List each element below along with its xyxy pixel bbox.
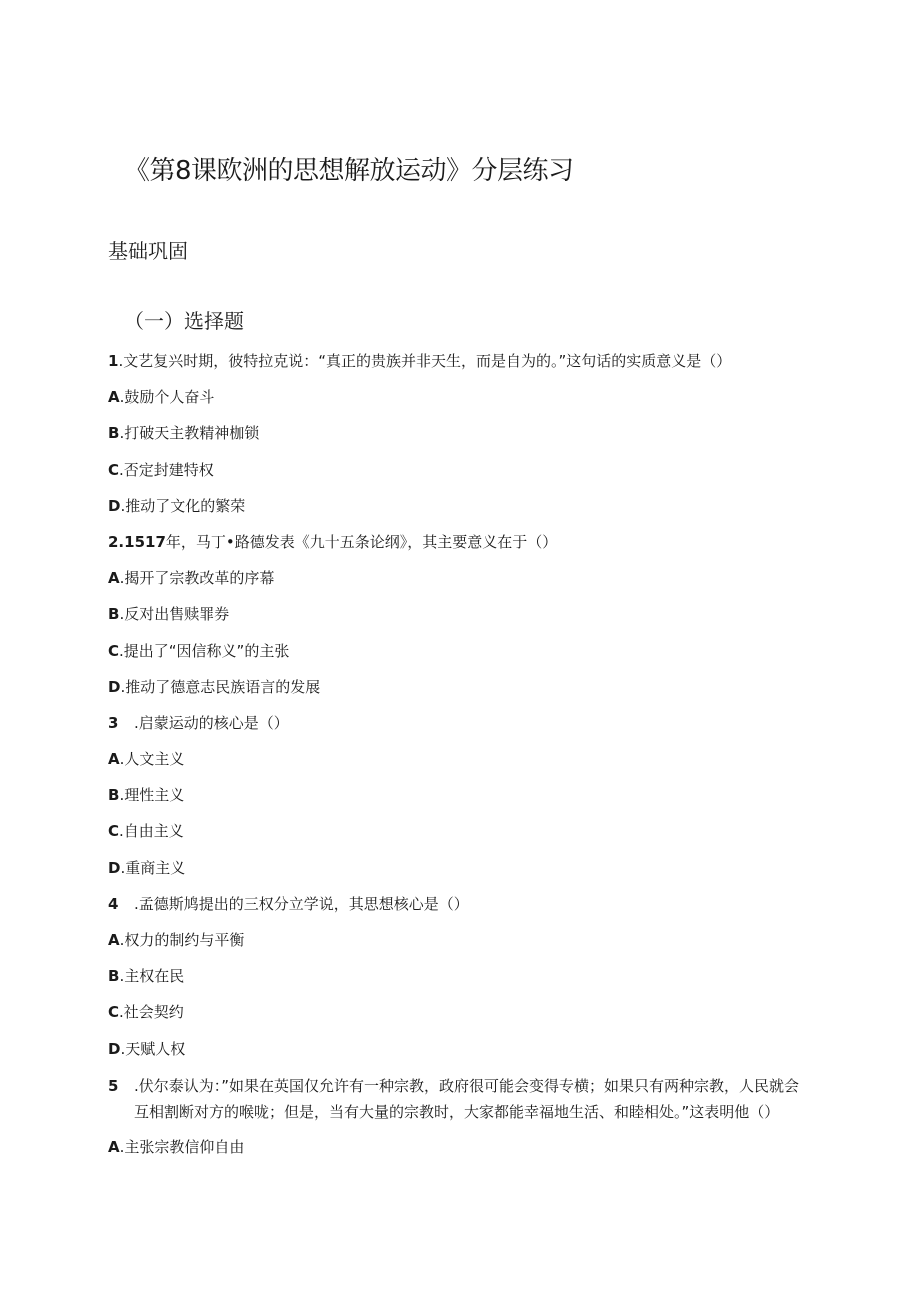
question-text: 年，马丁•路德发表《九十五条论纲》，其主要意义在于（） [165, 532, 558, 551]
option-letter: A [108, 388, 120, 407]
option-text: .推动了文化的繁荣 [120, 496, 246, 515]
option-d [108, 1037, 808, 1073]
option-letter: A [108, 931, 120, 949]
option-text: .鼓励个人奋斗 [119, 388, 215, 407]
option-b [108, 421, 808, 457]
option-b [108, 602, 808, 638]
question-4 [108, 892, 808, 928]
option-c [108, 819, 808, 855]
option-c [108, 639, 808, 675]
option-text: .人文主义 [119, 750, 185, 769]
option-c [108, 458, 808, 494]
option-text: .自由主义 [119, 822, 184, 841]
option-a [108, 1135, 808, 1171]
option-letter: B [108, 424, 120, 443]
question-number: 3 [108, 713, 119, 732]
option-letter: D [108, 1039, 121, 1058]
question-list [108, 349, 808, 1171]
option-letter: A [108, 569, 120, 588]
question-number: 1 [108, 352, 119, 370]
subsection-heading: （一）选择题 [124, 309, 244, 333]
option-d [108, 856, 808, 892]
question-2 [108, 530, 808, 566]
option-text: .揭开了宗教改革的序幕 [119, 569, 275, 588]
question-text: .启蒙运动的核心是（） [134, 713, 289, 732]
question-text: .孟德斯鸠提出的三权分立学说，其思想核心是（） [134, 894, 469, 913]
option-a [108, 928, 808, 964]
option-letter: C [108, 1003, 120, 1022]
option-text: .主张宗教信仰自由 [119, 1137, 245, 1156]
option-text: .理性主义 [119, 786, 185, 805]
section-heading: 基础巩固 [108, 239, 188, 263]
question-number: 2.1517 [108, 532, 166, 551]
option-b [108, 783, 808, 819]
question-1 [108, 349, 808, 385]
option-text: .社会契约 [119, 1003, 184, 1022]
option-letter: C [108, 641, 120, 660]
option-text: .重商主义 [120, 858, 186, 877]
option-d [108, 675, 808, 711]
option-text: .天赋人权 [120, 1039, 186, 1058]
option-letter: D [108, 677, 121, 696]
option-text: .打破天主教精神枷锁 [119, 424, 260, 443]
question-text: .伏尔泰认为：”如果在英国仅允许有一种宗教，政府很可能会变得专横；如果只有两种宗教，人民就会互相割断对方的喉咙；但是，当有大量的宗教时，大家都能幸福地生活、和睦相处。”这表明他（） [134, 1076, 800, 1121]
option-b [108, 964, 808, 1000]
option-text: .推动了德意志民族语言的发展 [120, 677, 321, 696]
option-letter: D [108, 496, 121, 515]
option-letter: A [108, 1137, 120, 1156]
option-letter: A [108, 750, 120, 769]
option-c [108, 1000, 808, 1036]
option-letter: D [108, 858, 121, 877]
option-letter: B [108, 786, 120, 805]
option-a [108, 385, 808, 421]
option-letter: C [108, 822, 120, 841]
option-a [108, 566, 808, 602]
option-d [108, 494, 808, 530]
question-3 [108, 711, 808, 747]
option-text: .否定封建特权 [119, 460, 214, 479]
option-a [108, 747, 808, 783]
question-5 [108, 1073, 808, 1125]
option-text: .主权在民 [119, 967, 185, 986]
option-letter: C [108, 460, 120, 479]
option-text: .权力的制约与平衡 [119, 931, 245, 949]
option-text: .提出了“因信称义”的主张 [119, 641, 290, 660]
option-letter: B [108, 967, 120, 986]
question-number: 4 [108, 894, 119, 913]
question-text: .文艺复兴时期，彼特拉克说：“真正的贵族并非天生，而是自为的。”这句话的实质意义是（） [118, 352, 732, 370]
question-number: 5 [108, 1076, 119, 1095]
page-title: 《第8课欧洲的思想解放运动》分层练习 [124, 156, 574, 186]
option-text: .反对出售赎罪券 [119, 605, 230, 624]
option-letter: B [108, 605, 120, 624]
